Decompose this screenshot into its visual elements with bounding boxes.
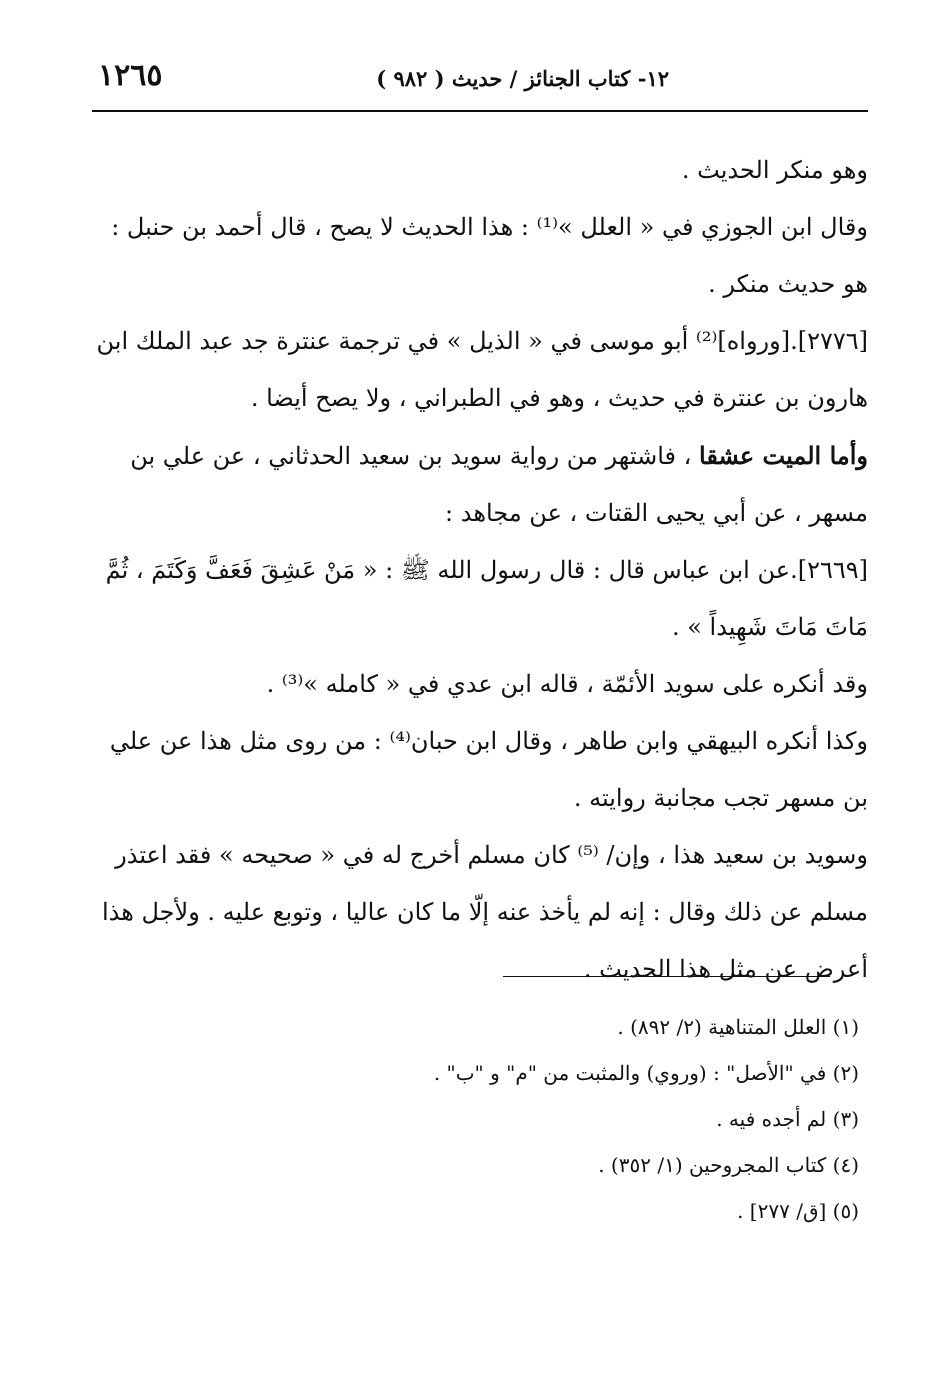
paragraph: وقد أنكره على سويد الأئمّة ، قاله ابن عدي في « كامله »⁽³⁾ . [266,670,868,698]
running-header: ١٢- كتاب الجنائز / حديث ( ٩٨٢ ) [376,66,669,91]
paragraph: وقال ابن الجوزي في « العلل »⁽¹⁾ : هذا الحديث لا يصح ، قال أحمد بن حنبل : هو حديث منكر . [111,213,868,298]
footnote-divider [503,976,830,977]
footnote: (٣) لم أجده فيه . [716,1107,859,1131]
paragraph: [٢٧٧٦].[ورواه]⁽²⁾ أبو موسى في « الذيل » في ترجمة عنترة جد عبد الملك ابن هارون بن عنترة في حديث ، وهو في الطبراني ، ولا يصح أيضا . [96,327,868,412]
paragraph: وهو منكر الحديث . [681,156,868,184]
footnote: (٤) كتاب المجروحين (١/ ٣٥٢) . [598,1153,859,1177]
paragraph [92,427,868,542]
paragraph-text: ، فاشتهر من رواية سويد بن سعيد الحدثاني ، عن علي بن مسهر ، عن أبي يحيى القتات ، عن مجاهد : [130,442,868,527]
footnote: (٥) [ق/ ٢٧٧] . [737,1199,859,1223]
bold-heading-phrase: وأما الميت عشقا [699,441,868,470]
hadith-paragraph: [٢٦٦٩].عن ابن عباس قال : قال رسول الله ﷺ : « مَنْ عَشِقَ فَعَفَّ وَكَتَمَ ، ثُمَّ مَاتَ مَاتَ شَهِيداً » . [105,556,868,641]
main-text [92,142,868,998]
paragraph: وسويد بن سعيد هذا ، وإن/ ⁽⁵⁾ كان مسلم أخرج له في « صحيحه » فقد اعتذر مسلم عن ذلك وقال : إنه لم يأخذ عنه إلّا ما كان عاليا ، وتوبع عليه . ولأجل هذا أعرض عن مثل هذا الحديث . [101,841,868,983]
paragraph: وكذا أنكره البيهقي وابن طاهر ، وقال ابن حبان⁽⁴⁾ : من روى مثل هذا عن علي بن مسهر تجب مجانبة روايته . [109,727,868,812]
footnote: (٢) في "الأصل" : (وروي) والمثبت من "م" و "ب" . [433,1061,859,1085]
footnote: (١) العلل المتناهية (٢/ ٨٩٢) . [617,1015,859,1039]
footnotes [259,1004,859,1234]
page-number: ١٢٦٥ [98,58,163,93]
header-divider [92,110,868,112]
